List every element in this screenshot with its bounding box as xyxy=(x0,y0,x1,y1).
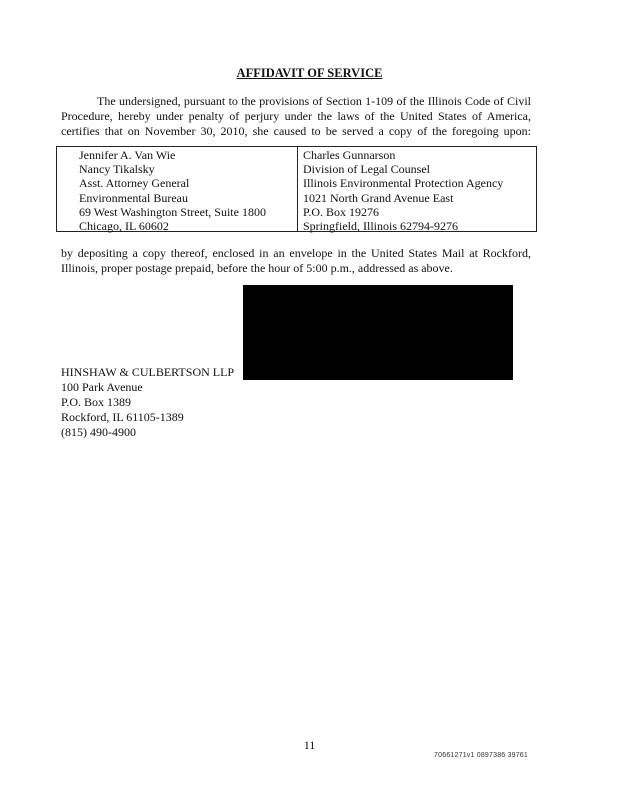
redacted-signature-block xyxy=(243,285,513,380)
recipient-line: 69 West Washington Street, Suite 1800 xyxy=(79,204,266,219)
closing-paragraph xyxy=(61,246,531,276)
firm-name: HINSHAW & CULBERTSON LLP xyxy=(61,365,235,379)
document-id-footer: 70661271v1 0897386 39761 xyxy=(434,752,528,759)
recipient-line: Charles Gunnarson xyxy=(303,148,396,162)
firm-po-box: P.O. Box 1389 xyxy=(61,395,132,409)
recipient-line: Jennifer A. Van Wie xyxy=(79,148,176,162)
recipient-attorney-general xyxy=(57,147,298,234)
recipient-line: P.O. Box 19276 xyxy=(303,204,380,219)
intro-paragraph xyxy=(61,94,531,139)
recipient-line: Division of Legal Counsel xyxy=(303,162,430,177)
firm-street: 100 Park Avenue xyxy=(61,380,143,394)
page-number: 11 xyxy=(303,738,316,752)
intro-line: Procedure, hereby under penalty of perjury under the laws of the United States of America, xyxy=(61,109,531,123)
recipient-line: 1021 North Grand Avenue East xyxy=(303,190,454,205)
recipient-line: Environmental Bureau xyxy=(79,190,188,205)
closing-line: by depositing a copy thereof, enclosed in an envelope in the United States Mail at Rockford, xyxy=(61,246,531,260)
document-title: AFFIDAVIT OF SERVICE xyxy=(236,66,383,80)
recipient-iepa xyxy=(298,147,536,234)
service-recipients-table xyxy=(56,146,537,232)
intro-line: certifies that on November 30, 2010, she caused to be served a copy of the foregoing upon: xyxy=(61,124,531,138)
recipient-line: Chicago, IL 60602 xyxy=(79,219,169,234)
intro-line: The undersigned, pursuant to the provisions of Section 1-109 of the Illinois Code of Civil xyxy=(97,94,531,108)
firm-phone: (815) 490-4900 xyxy=(61,425,136,439)
recipient-line: Nancy Tikalsky xyxy=(79,162,155,177)
firm-city: Rockford, IL 61105-1389 xyxy=(61,410,184,424)
firm-address-block xyxy=(61,365,234,440)
recipient-line: Asst. Attorney General xyxy=(79,176,190,191)
recipient-line: Springfield, Illinois 62794-9276 xyxy=(303,219,458,234)
recipient-line: Illinois Environmental Protection Agency xyxy=(303,176,504,191)
closing-line: Illinois, proper postage prepaid, before the hour of 5:00 p.m., addressed as above. xyxy=(61,261,453,275)
